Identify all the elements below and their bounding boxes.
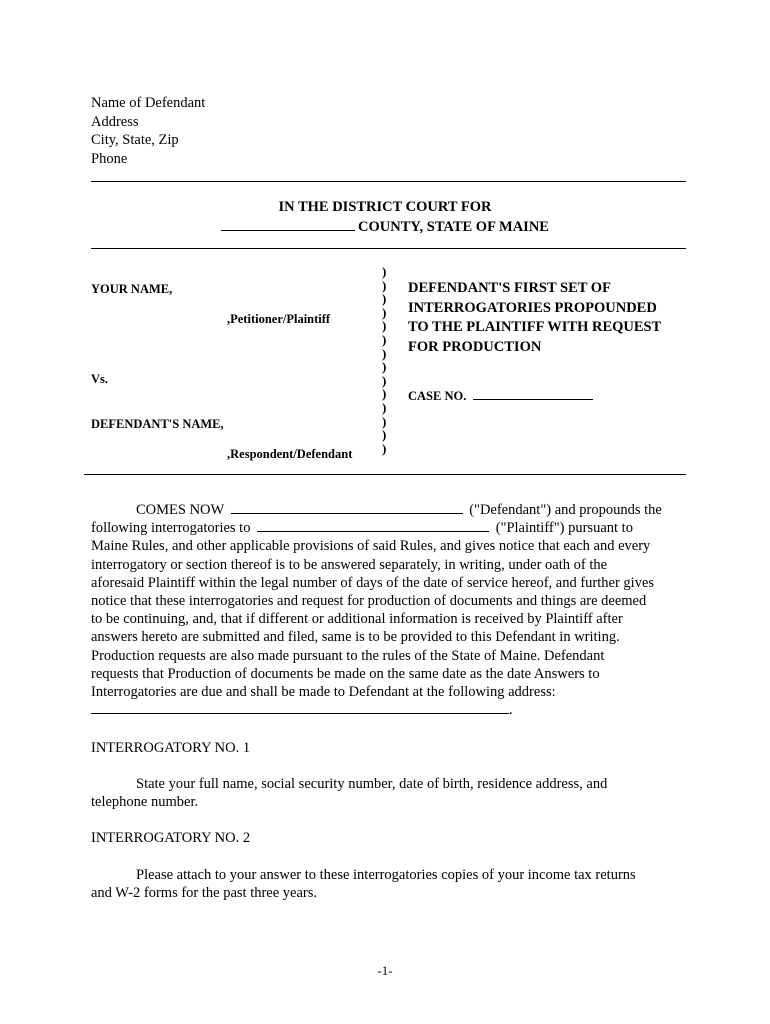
party-info-block: [91, 94, 205, 168]
defendant-name-line: Name of Defendant: [91, 95, 206, 111]
comes-now-text: COMES NOW: [136, 502, 224, 518]
paren: ): [382, 318, 387, 334]
phone-line: Phone: [91, 150, 128, 167]
body-paragraph: [91, 501, 691, 719]
interrogatory-2-text: [91, 866, 691, 902]
header-rule-bottom: [91, 248, 686, 249]
defendant-name-label: DEFENDANT'S NAME,: [91, 417, 224, 431]
paren: ): [382, 372, 387, 388]
following-interrogatories-text: following interrogatories to: [91, 520, 251, 537]
petitioner-label: ,Petitioner/Plaintiff: [227, 312, 331, 326]
title-line: FOR PRODUCTION: [408, 338, 542, 355]
interrogatory-1-line: telephone number.: [91, 794, 199, 811]
case-number-blank[interactable]: [473, 387, 593, 400]
city-state-zip-line: City, State, Zip: [91, 132, 179, 148]
body-line: requests that Production of documents be made on the same date as the date Answers to: [91, 665, 600, 682]
plaintiff-name-blank[interactable]: [257, 519, 489, 532]
title-line: TO THE PLAINTIFF WITH REQUEST: [408, 319, 662, 335]
defendant-propounds-text: ("Defendant") and propounds the: [469, 502, 662, 518]
paren: ): [382, 264, 387, 279]
county-state-text: COUNTY, STATE OF MAINE: [358, 219, 549, 235]
address-line: Address: [91, 113, 139, 130]
caption-rule: [84, 474, 686, 475]
paren: ): [382, 277, 387, 293]
body-line-1: [91, 501, 691, 519]
paren: ): [382, 440, 387, 456]
header-rule-top: [91, 181, 686, 182]
interrogatory-1-text: [91, 775, 691, 811]
title-line: DEFENDANT'S FIRST SET OF: [408, 280, 611, 296]
address-blank-line: [91, 701, 691, 719]
paren: ): [382, 291, 387, 307]
court-heading-line1: IN THE DISTRICT COURT FOR: [278, 199, 492, 215]
production-address-blank[interactable]: [91, 701, 509, 714]
paren: ): [382, 304, 387, 320]
paren: ): [382, 386, 387, 402]
body-line-2: [91, 519, 691, 537]
interrogatory-2-line: Please attach to your answer to these interrogatories copies of your income tax returns: [136, 867, 636, 883]
paren: ): [382, 345, 387, 361]
paren: ): [382, 413, 387, 429]
plaintiff-pursuant-text: ("Plaintiff") pursuant to: [495, 520, 633, 537]
case-number-field: [408, 387, 596, 404]
body-line: notice that these interrogatories and request for production of documents and things are deemed: [91, 592, 647, 609]
body-line: Production requests are also made pursuant to the rules of the State of Maine. Defendant: [91, 647, 605, 664]
body-line: to be continuing, and, that if different or additional information is received by Plaintiff after: [91, 611, 623, 628]
body-line: interrogatory or section thereof is to be answered separately, in writing, under oath of the: [91, 556, 608, 573]
address-period: .: [509, 702, 513, 719]
county-blank[interactable]: [221, 218, 355, 231]
respondent-label: ,Respondent/Defendant: [227, 447, 353, 461]
paren: ): [382, 427, 387, 443]
document-title: [408, 279, 661, 357]
interrogatory-2-line: and W-2 forms for the past three years.: [91, 885, 318, 902]
body-line: Maine Rules, and other applicable provisions of said Rules, and gives notice that each and every: [91, 538, 651, 555]
body-line: Interrogatories are due and shall be made to Defendant at the following address:: [91, 683, 556, 700]
title-line: INTERROGATORIES PROPOUNDED: [408, 299, 657, 316]
paren: ): [382, 399, 387, 415]
case-number-label: CASE NO.: [408, 389, 467, 403]
page-number: -1-: [377, 963, 393, 978]
body-line: aforesaid Plaintiff within the legal number of days of the date of service hereof, and further gives: [91, 574, 655, 591]
interrogatory-1-line: State your full name, social security number, date of birth, residence address, and: [136, 776, 608, 792]
court-heading-line2: [0, 218, 770, 236]
interrogatory-1-heading: INTERROGATORY NO. 1: [91, 740, 251, 756]
paren: ): [382, 359, 387, 375]
defendant-name-blank[interactable]: [231, 501, 463, 514]
vs-label: Vs.: [91, 372, 109, 386]
plaintiff-name-label: YOUR NAME,: [91, 282, 173, 296]
body-line: answers hereto are submitted and filed, same is to be provided to this Defendant in writing.: [91, 629, 620, 646]
caption-paren-column: [382, 265, 386, 455]
interrogatory-2-heading: INTERROGATORY NO. 2: [91, 830, 251, 846]
paren: ): [382, 331, 387, 347]
